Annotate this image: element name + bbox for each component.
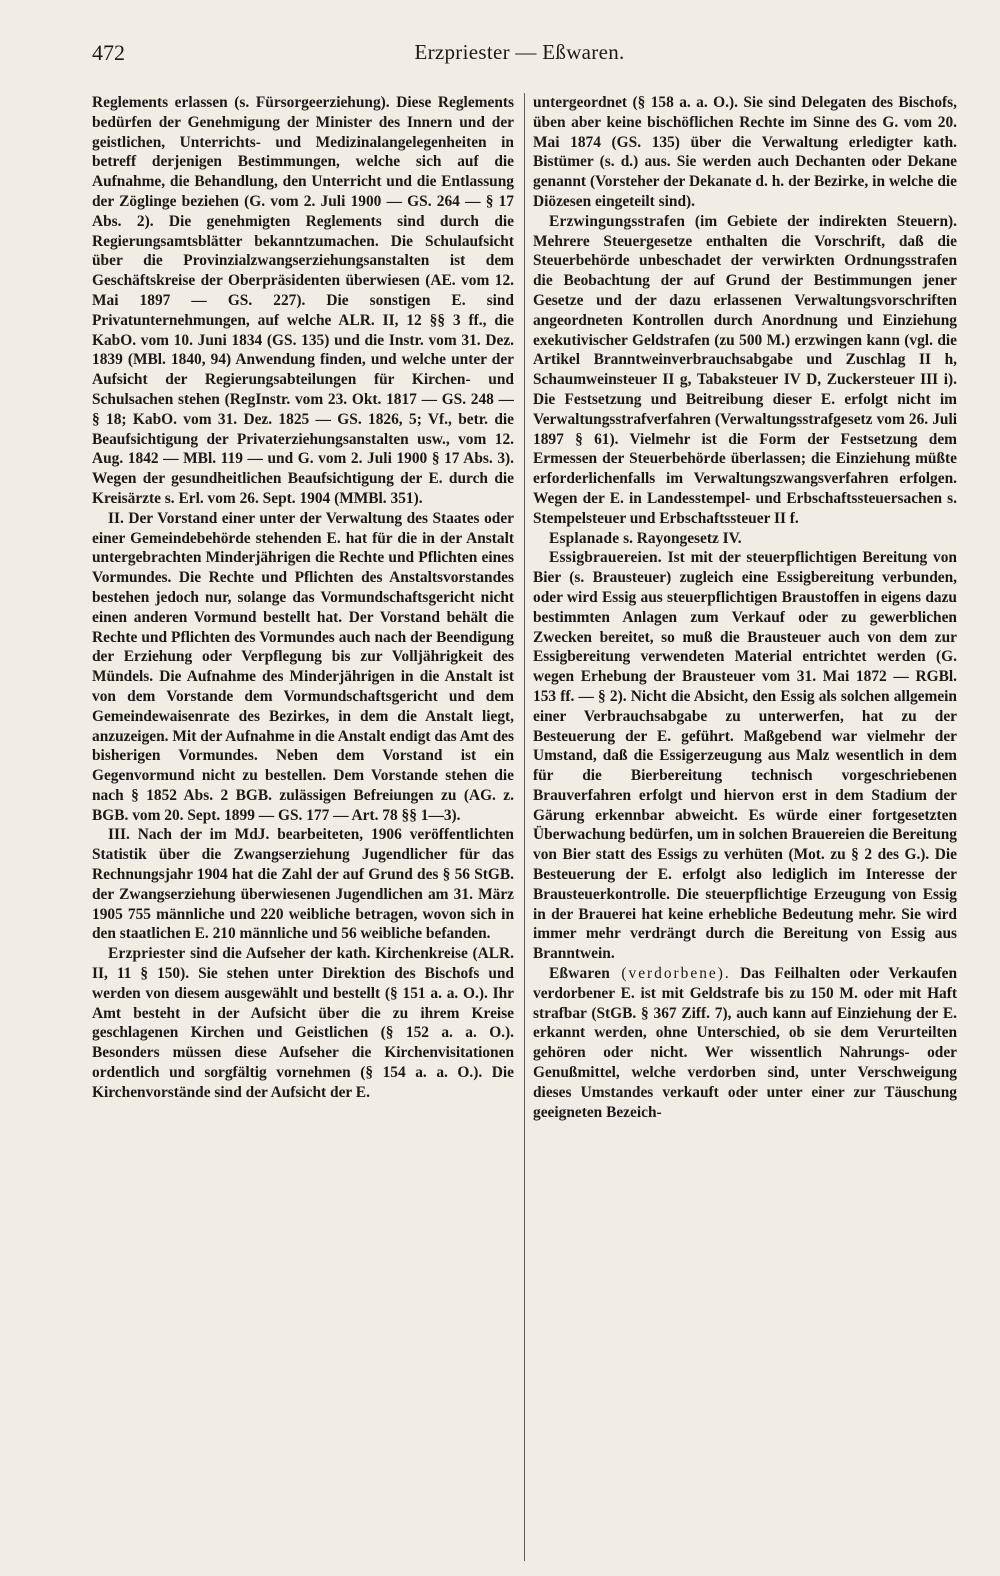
entry-headword: Erzpriester [108,945,186,963]
entry-headword: Essigbrauereien. [549,549,662,567]
entry-headword: Esplanade [549,529,620,547]
entry-text: Das Feilhalten oder Verkaufen verdorbener E. ist mit Geldstrafe bis zu 150 M. oder mit Haft strafbar (StGB. § 367 Ziff. 7), auch kann auf Einziehung der E. erkannt werden, ohne Unterschied, ob sie dem Verurteilten gehören oder nicht. Wer wissentlich Nahrungs- oder Genußmittel, welche verdorben sind, unter Verschweigung dieses Umstandes verkauft oder unter einer zur Täuschung geeigneten Bezeich- [533,965,957,1121]
column-divider [524,93,525,1561]
paragraph: III. Nach der im MdJ. bearbeiteten, 1906 veröffentlichten Statistik über die Zwangserziehung Jugendlicher für das Rechnungsjahr 1904 hat die Zahl der auf Grund des § 56 StGB. der Zwangserziehung überwiesenen Jugendlichen am 31. März 1905 755 männliche und 220 weibliche betragen, wovon sich in den staatlichen E. 210 männliche und 56 weibliche befanden. [92,826,514,943]
entry-text: (im Gebiete der indirekten Steuern). Mehrere Steuergesetze enthalten die Vorschrift, daß die Steuerbehörde unbeschadet der verwirkten Ordnungsstrafen die Beobachtung der auf Grund der Bestimmungen jener Gesetze und der dazu erlassenen Verwaltungsvorschriften angeordneten Kontrollen durch Anordnung und Einziehung exekutivischer Geldstrafen (zu 500 M.) erzwingen kann (vgl. die Artikel Branntweinverbrauchsabgabe und Zuschlag II h, Schaumweinsteuer II g, Tabaksteuer IV D, Zuckersteuer III i). Die Festsetzung und Beitreibung dieser E. erfolgt nicht im Verwaltungsstrafverfahren (Verwaltungsstrafgesetz vom 26. Juli 1897 § 61). Vielmehr ist die Form der Festsetzung dem Ermessen der Steuerbehörde überlassen; die Einziehung müßte erforderlichenfalls im Verwaltungszwangsverfahren erfolgen. Wegen der E. in Landesstempel- und Erbschaftssteuersachen s. Stempelsteuer und Erbschaftssteuer II f. [533,212,957,527]
entry-paragraph [92,944,514,1102]
paragraph: Reglements erlassen (s. Fürsorgeerziehung). Diese Reglements bedürfen der Genehmigung der Minister des Innern und der geistlichen, Unterrichts- und Medizinalangelegenheiten in betreff derjenigen Bestimmungen, welche sich auf die Aufnahme, die Behandlung, den Unterricht und die Entlassung der Zöglinge beziehen (G. vom 2. Juli 1900 — GS. 264 — § 17 Abs. 2). Die genehmigten Reglements sind durch die Regierungsamtsblätter bekanntzumachen. Die Schulaufsicht über die Provinzialzwangserziehungsanstalten ist dem Geschäftskreise der Oberpräsidenten überwiesen (AE. vom 12. Mai 1897 — GS. 227). Die sonstigen E. sind Privatunternehmungen, auf welche ALR. II, 12 §§ 3 ff., die KabO. vom 10. Juni 1834 (GS. 135) und die Instr. vom 31. Dez. 1839 (MBl. 1840, 94) Anwendung finden, und welche unter der Aufsicht der Regierungsabteilungen für Kirchen- und Schulsachen stehen (RegInstr. vom 23. Okt. 1817 — GS. 248 — § 18; KabO. vom 31. Dez. 1825 — GS. 1826, 5; Vf., betr. die Beaufsichtigung der Privaterziehungsanstalten usw., vom 12. Aug. 1842 — MBl. 119 — und G. vom 2. Juli 1900 § 17 Abs. 3). Wegen der gesundheitlichen Beaufsichtigung der E. durch die Kreisärzte s. Erl. vom 26. Sept. 1904 (MMBl. 351). [92,94,514,507]
running-title: Erzpriester — Eßwaren. [414,40,625,64]
page-number: 472 [92,40,125,65]
entry-headword: Eßwaren [549,965,610,983]
paragraph: II. Der Vorstand einer unter der Verwaltung des Staates oder einer Gemeindebehörde stehenden E. hat für die in der Anstalt untergebrachten Minderjährigen die Rechte und Pflichten eines Vormundes. Die Rechte und Pflichten des Anstaltsvorstandes bestehen jedoch nur, solange das Vormundschaftsgericht nicht einen anderen Vormund bestellt hat. Der Vorstand behält die Rechte und Pflichten des Vormundes auch nach der Beendigung der Erziehung oder Verpflegung bis zur Volljährigkeit des Mündels. Die Aufnahme des Minderjährigen in die Anstalt ist von dem Vorstande dem Vormundschaftsgericht und dem Gemeindewaisenrate des Bezirkes, in dem die Anstalt liegt, anzuzeigen. Mit der Aufnahme in die Anstalt endigt das Amt des bisherigen Vormundes. Neben dem Vorstand ist ein Gegenvormund nicht zu bestellen. Dem Vorstande stehen die nach § 1852 Abs. 2 BGB. zulässigen Befreiungen zu (AG. z. BGB. vom 20. Sept. 1899 — GS. 177 — Art. 78 §§ 1—3). [92,509,514,824]
entry-paragraph [533,529,957,549]
entry-text: s. Rayongesetz IV. [619,529,742,547]
entry-paragraph [533,964,957,1122]
entry-text: sind die Aufseher der kath. Kirchenkreise (ALR. II, 11 § 150). Sie stehen unter Direktion des Bischofs und werden von diesem ausgewählt und bestellt (§ 151 a. a. O.). Ihr Amt besteht in der Aufsicht über die zu ihrem Kreise geschlagenen Kirchen und Geistlichen (§ 152 a. a. O.). Besonders müssen diese Aufseher die Kirchenvisitationen ordentlich und sorgfältig vornehmen (§ 154 a. a. O.). Die Kirchenvorstände sind der Aufsicht der E. [92,945,514,1101]
left-column [92,93,514,1561]
entry-paragraph [533,548,957,964]
entry-paragraph [533,212,957,529]
right-column [533,93,957,1561]
page-header [92,40,947,74]
paragraph: untergeordnet (§ 158 a. a. O.). Sie sind Delegaten des Bischofs, üben aber keine bischöflichen Rechte im Sinne des G. vom 20. Mai 1874 (GS. 135) über die Verwaltung erledigter kath. Bistümer (s. d.) aus. Sie werden auch Dechanten oder Dekane genannt (Vorsteher der Dekanate d. h. der Bezirke, in welche die Diözesen eingeteilt sind). [533,94,957,210]
entry-qualifier: (verdorbene). [609,965,731,983]
entry-headword: Erzwingungsstrafen [549,212,686,230]
entry-text: Ist mit der steuerpflichtigen Bereitung von Bier (s. Brausteuer) zugleich eine Essigbereitung verbunden, oder wird Essig aus steuerpflichtigen Braustoffen in eigens dazu bestimmten Anlagen zum Verkauf oder zu gewerblichen Zwecken bereitet, so muß die Brausteuer auch von dem zur Essigbereitung verwendeten Material entrichtet werden (G. wegen Erhebung der Brausteuer vom 31. Mai 1872 — RGBl. 153 ff. — § 2). Nicht die Absicht, den Essig als solchen allgemein einer Verbrauchsabgabe zu unterwerfen, hat zu der Besteuerung der E. geführt. Maßgebend war vielmehr der Umstand, daß die Essigerzeugung aus Malz wesentlich in dem für die Bierbereitung technisch vorgeschriebenen Brauverfahren erfolgt und hiervon erst in dem Stadium der Gärung erkennbar abweicht. Es würde einer fortgesetzten Überwachung bedürfen, um in solchen Brauereien die Bereitung von Bier statt des Essigs zu verhüten (Mot. zu § 2 des G.). Die Besteuerung der E. erfolgt also lediglich im Interesse der Brausteuerkontrolle. Die steuerpflichtige Erzeugung von Essig in der Brauerei hat keine erhebliche Bedeutung mehr. Sie wird immer mehr verdrängt durch die Bereitung von Essig aus Branntwein. [533,549,957,963]
